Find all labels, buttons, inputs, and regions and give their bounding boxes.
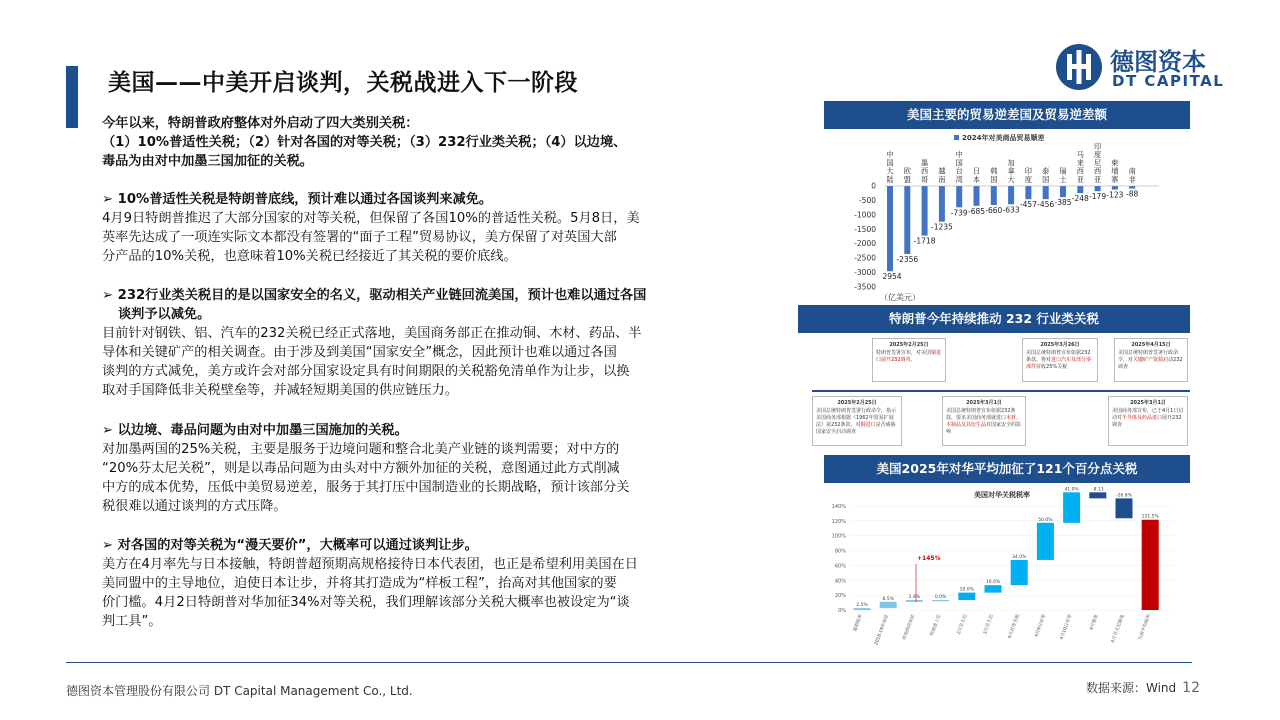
bar — [1129, 186, 1135, 189]
data-label: 41.0% — [1064, 487, 1079, 493]
x-tick-label: 韩国 — [990, 166, 998, 184]
x-tick-label: 4月10日对等 — [1059, 613, 1074, 641]
section-border-drug-tariff — [102, 421, 762, 516]
data-label: 34.0% — [1012, 554, 1027, 560]
bar — [1060, 186, 1066, 197]
data-label: -456 — [1037, 200, 1055, 210]
section-line: 4月9日特朗普推迟了大部分国家的对等关税，但保留了各国10%的普适性关税。5月8日，美 — [102, 211, 640, 226]
y-tick-label: -2000 — [854, 239, 876, 249]
timeline-event: 2025年3月1日 美国总统特朗普宣布依据232条款，要求美国商务部就进口木材、木制品及其衍生品对国家安全的影响 — [942, 396, 1026, 446]
data-label: 50.0% — [1038, 517, 1053, 523]
y-tick-label: -500 — [858, 195, 876, 205]
intro-paragraph — [102, 114, 762, 171]
timeline-axis — [812, 390, 1190, 392]
y-tick-label: 0% — [838, 608, 846, 614]
logo-text-cn: 德图资本 — [1110, 48, 1206, 76]
y-tick-label: 20% — [834, 593, 846, 600]
arrow-icon: ➢ — [102, 192, 114, 207]
waterfall-bar — [1089, 492, 1106, 498]
y-tick-label: -1000 — [854, 210, 876, 220]
waterfall-bar — [932, 600, 949, 601]
data-label: -739 — [950, 208, 968, 218]
data-label: -123 — [1106, 190, 1124, 200]
waterfall-bar — [958, 593, 975, 600]
arrow-icon: ➢ — [102, 538, 114, 553]
page-number: 12 — [1182, 680, 1200, 696]
bar — [939, 186, 945, 222]
logo-text-en: DT CAPITAL — [1112, 72, 1225, 90]
bar — [904, 186, 910, 254]
data-label: 2.4% — [908, 595, 921, 601]
x-tick-label: 基期税率 — [853, 613, 864, 633]
x-tick-label: 柬埔寨 — [1111, 158, 1119, 184]
data-label: 10.0% — [959, 587, 974, 593]
y-tick-label: 140% — [831, 504, 846, 510]
section-heading: ➢ 232行业类关税目的是以国家安全的名义，驱动相关产业链回流美国，预计也难以通过各国 — [102, 288, 647, 303]
bar — [1008, 186, 1014, 204]
x-tick-label: 4月芬太尼豁免 — [1110, 613, 1126, 644]
data-source: 数据来源：Wind — [1086, 681, 1177, 695]
increase-annotation: +145% — [917, 555, 941, 562]
legend-swatch — [954, 135, 959, 140]
company-logo — [1056, 42, 1226, 94]
bar — [1112, 186, 1118, 190]
section-line: 美方在4月率先与日本接触，特朗普超预期高规格接待日本代表团，也正是希望利用美国在日 — [102, 557, 638, 572]
section-line: 谈判的方式减免，美方或许会对部分国家设定具有时间期限的关税豁免清单作为让步，以换 — [102, 364, 630, 379]
waterfall-bar — [854, 608, 871, 610]
timeline-event: 2025年4月15日 美国总统特朗普签署行政命令，对关键矿产资源启动232调查 — [1114, 338, 1188, 382]
section-line: 中方的成本优势，压低中美贸易逆差，服务于其打压中国制造业的长期战略，预计该部分关 — [102, 480, 630, 495]
x-tick-label: 印度 — [1024, 166, 1033, 184]
section-line: 税很难以通过谈判的方式压降。 — [102, 499, 287, 514]
section-line: 美同盟中的主导地位，迫使日本让步，并将其打造成为“样板工程”，抬高对其他国家的要 — [102, 576, 617, 591]
y-tick-label: 120% — [831, 518, 846, 525]
footer-company: 德图资本管理股份有限公司 DT Capital Management Co., Ltd. — [66, 684, 413, 698]
data-label: -1718 — [913, 236, 936, 246]
y-tick-label: -3000 — [854, 268, 876, 278]
x-tick-label: 泰国 — [1042, 166, 1050, 184]
footer-divider — [66, 662, 1192, 663]
bar — [991, 186, 997, 205]
x-tick-label: 马来西亚 — [1076, 150, 1084, 184]
y-tick-label: 0 — [871, 181, 876, 191]
data-label: -457 — [1019, 200, 1037, 210]
timeline-232 — [812, 334, 1190, 450]
x-tick-label: 中国台湾 — [955, 150, 963, 184]
x-tick-label: 中国大陆 — [886, 150, 894, 184]
waterfall-bar — [906, 600, 923, 602]
section-heading: ➢ 10%普适性关税是特朗普底线，预计难以通过各国谈判来减免。 — [102, 192, 493, 207]
trade-deficit-chart — [824, 129, 1190, 305]
x-tick-label: 越南 — [938, 166, 946, 184]
section-line: 判工具”。 — [102, 614, 162, 629]
x-tick-label: 南非 — [1128, 166, 1136, 184]
bar — [1095, 186, 1101, 191]
x-tick-label: 拜登政府加征 — [902, 613, 917, 642]
waterfall-bar — [985, 585, 1002, 592]
x-tick-label: 加拿大 — [1007, 158, 1015, 184]
page-title: 美国——中美开启谈判，关税战进入下一阶段 — [108, 70, 578, 96]
data-label: -248 — [1071, 194, 1089, 204]
data-label: -660 — [985, 206, 1003, 216]
timeline-event: 2025年3月26日 美国总统特朗普宣布依据232条款，将对进口汽车及部分零部件征收25%关税 — [1022, 338, 1098, 382]
x-tick-label: 2月芬太尼 — [956, 613, 969, 636]
data-label: 121.5% — [1141, 514, 1159, 520]
bar — [1043, 186, 1049, 199]
data-label: -88 — [1126, 189, 1139, 199]
section-heading: ➢ 以边境、毒品问题为由对中加墨三国施加的关税。 — [102, 423, 408, 438]
panel-title-trade-deficit: 美国主要的贸易逆差国及贸易逆差额 — [824, 101, 1190, 129]
data-label: 2954 — [882, 272, 902, 282]
timeline-event: 2025年2月25日 美国总统特朗普签署行政命令，指示美国商务部根据《1962年贸易扩展法》第232条款，对铜进口是否威胁国家安全启动调查 — [812, 396, 902, 446]
data-label: 0.0% — [934, 595, 947, 601]
data-label: -179 — [1089, 192, 1107, 202]
x-tick-label: 欧盟 — [903, 166, 911, 184]
section-line: 价门槛。4月2日特朗普对华加征34%对等关税，我们理解该部分关税大概率也被设定为“谈 — [102, 595, 630, 610]
data-label: -385 — [1054, 198, 1072, 208]
waterfall-bar — [1116, 498, 1133, 518]
x-tick-label: 4月豁免 — [1089, 613, 1100, 632]
bar — [956, 186, 962, 207]
footer-source — [1086, 679, 1200, 696]
chart-title: 2024年对美商品贸易顺差 — [962, 134, 1045, 142]
data-label: -633 — [1002, 205, 1020, 215]
arrow-icon: ➢ — [102, 423, 114, 438]
timeline-event: 2025年2月25日 特朗普签署宣布，对美国铜进口展开232调查。 — [872, 338, 946, 382]
section-line: 导体和关键矿产的相关调查。由于涉及到美国“国家安全”概念，因此预计也难以通过各国 — [102, 345, 617, 360]
timeline-event: 2025年3月1日 美国商务部宣布，已于4月1日启动对半导体及药品进口展开232调查 — [1108, 396, 1188, 446]
section-line: “20%芬太尼关税”，则是以毒品问题为由头对中方额外加征的关税，意图通过此方式削减 — [102, 461, 620, 476]
bar — [1025, 186, 1031, 199]
waterfall-bar — [1142, 520, 1159, 610]
bar — [974, 186, 980, 206]
waterfall-bar — [1063, 492, 1080, 522]
intro-line: 毒品为由对中加墨三国加征的关税。 — [102, 154, 313, 169]
data-label: 2.5% — [856, 603, 868, 609]
logo-mark-icon — [1056, 44, 1102, 90]
intro-line: 今年以来，特朗普政府整体对外启动了四大类别关税： — [102, 116, 419, 131]
section-line: 分产品的10%关税，也意味着10%关税已经接近了其关税的要价底线。 — [102, 249, 517, 264]
intro-line: （1）10%普适性关税；（2）针对各国的对等关税；（3）232行业类关税；（4）以边境、 — [102, 135, 627, 150]
section-line: 目前针对钢铁、铝、汽车的232关税已经正式落地，美国商务部正在推动铜、木材、药品、半 — [102, 326, 642, 341]
unit-label: （亿美元） — [880, 293, 920, 302]
title-accent-bar — [66, 66, 78, 128]
x-tick-label: 日本 — [972, 166, 981, 184]
x-tick-label: 墨西哥 — [920, 158, 929, 184]
china-tariff-waterfall — [824, 484, 1190, 656]
panel-title-232-timeline: 特朗普今年持续推动 232 行业类关税 — [798, 305, 1190, 333]
y-tick-label: 40% — [834, 578, 846, 585]
bar — [922, 186, 928, 236]
section-heading: ➢ 对各国的对等关税为“漫天要价”，大概率可以通过谈判让步。 — [102, 538, 478, 553]
x-tick-label: 特朗普上任 — [930, 613, 943, 637]
section-heading-cont: 谈判予以减免。 — [118, 307, 211, 322]
data-label: -26.8% — [1116, 493, 1132, 499]
data-label: -2356 — [896, 254, 919, 264]
x-tick-label: 当前平均税率 — [1138, 613, 1153, 642]
section-universal-tariff — [102, 190, 762, 266]
y-tick-label: -3500 — [854, 282, 876, 292]
waterfall-bar — [1011, 560, 1028, 585]
data-label: -1235 — [931, 222, 953, 232]
y-tick-label: -1500 — [854, 224, 876, 234]
section-line: 英率先达成了一项连实际文本都没有签署的“面子工程”贸易协议，美方保留了对英国大部 — [102, 230, 617, 245]
y-tick-label: 100% — [831, 533, 846, 540]
y-tick-label: -2500 — [854, 253, 876, 263]
data-label: 8.5% — [882, 596, 894, 602]
x-tick-label: 3月芬太尼 — [983, 613, 995, 636]
x-tick-label: 4月对等关税 — [1007, 613, 1022, 640]
x-tick-label: 4月9日对等 — [1034, 613, 1048, 638]
arrow-icon: ➢ — [102, 288, 114, 303]
y-tick-label: 80% — [834, 548, 846, 555]
x-tick-label: 印度尼西亚 — [1093, 142, 1102, 184]
section-line: 对加墨两国的25%关税，主要是服务于边境问题和整合北美产业链的谈判需要；对中方的 — [102, 442, 620, 457]
waterfall-bar — [1037, 523, 1054, 560]
waterfall-bar — [880, 602, 897, 608]
x-tick-label: 瑞士 — [1059, 166, 1067, 184]
data-label: 10.0% — [985, 580, 1001, 586]
panel-title-china-tariff: 美国2025年对华平均加征了121个百分点关税 — [824, 455, 1190, 483]
data-label: -685 — [967, 206, 986, 216]
data-label: -8.13 — [1091, 487, 1104, 493]
section-line: 取对手国降低非关税壁垒等，并减轻短期美国的供应链压力。 — [102, 383, 459, 398]
bar — [887, 186, 893, 271]
bar — [1077, 186, 1083, 193]
chart-title: 美国对华关税税率 — [974, 491, 1030, 499]
y-tick-label: 60% — [834, 563, 846, 570]
x-tick-label: 2018-19年加征 — [874, 613, 891, 647]
section-reciprocal-tariff — [102, 536, 762, 631]
section-232-tariff — [102, 286, 762, 400]
